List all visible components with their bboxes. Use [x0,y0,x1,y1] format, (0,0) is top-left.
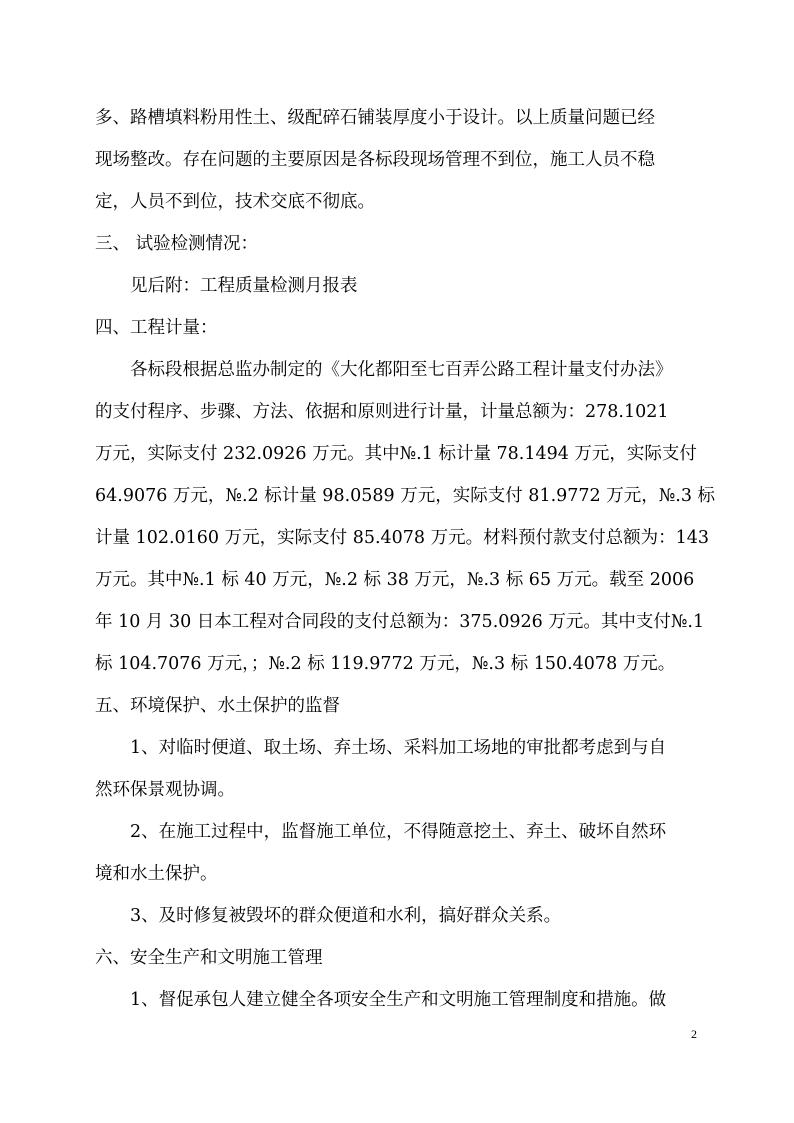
text-line: 的支付程序、步骤、方法、依据和原则进行计量，计量总额为：278.1021 [95,402,669,422]
section-heading: 五、环境保护、水土保护的监督 [95,696,340,716]
text-line: 境和水土保护。 [95,864,218,884]
text-line: 标 104.7076 万元，；№.2 标 119.9772 万元，№.3 标 150.4078 万元。 [95,654,676,674]
section-heading: 三、 试验检测情况： [95,234,259,254]
text-line: 1、对临时便道、取土场、弃土场、采料加工场地的审批都考虑到与自 [130,738,667,758]
text-line: 万元。其中№.1 标 40 万元，№.2 标 38 万元，№.3 标 65 万元。载至 2006 [95,570,695,590]
text-line: 见后附：工程质量检测月报表 [130,276,358,296]
text-line: 年 10 月 30 日本工程对合同段的支付总额为：375.0926 万元。其中支付№.1 [95,612,705,632]
text-line: 然环保景观协调。 [95,780,235,800]
text-line: 2、在施工过程中，监督施工单位，不得随意挖土、弃土、破坏自然环 [130,822,667,842]
section-heading: 四、工程计量： [95,318,218,338]
text-line: 3、及时修复被毁坏的群众便道和水利，搞好群众关系。 [130,906,562,926]
text-line: 各标段根据总监办制定的《大化都阳至七百弄公路工程计量支付办法》 [130,360,673,380]
text-line: 定，人员不到位，技术交底不彻底。 [95,192,375,212]
page-number: 2 [691,1027,697,1041]
text-line: 64.9076 万元，№.2 标计量 98.0589 万元，实际支付 81.9772 万元，№.3 标 [95,486,716,506]
text-line: 万元，实际支付 232.0926 万元。其中№.1 标计量 78.1494 万元，实际支付 [95,444,697,464]
text-line: 1、督促承包人建立健全各项安全生产和文明施工管理制度和措施。做 [130,990,667,1010]
text-line: 计量 102.0160 万元，实际支付 85.4078 万元。材料预付款支付总额为：143 [95,528,710,548]
text-line: 多、路槽填料粉用性土、级配碎石铺装厚度小于设计。以上质量问题已经 [95,108,655,128]
text-line: 现场整改。存在问题的主要原因是各标段现场管理不到位，施工人员不稳 [95,150,655,170]
section-heading: 六、安全生产和文明施工管理 [95,948,323,968]
